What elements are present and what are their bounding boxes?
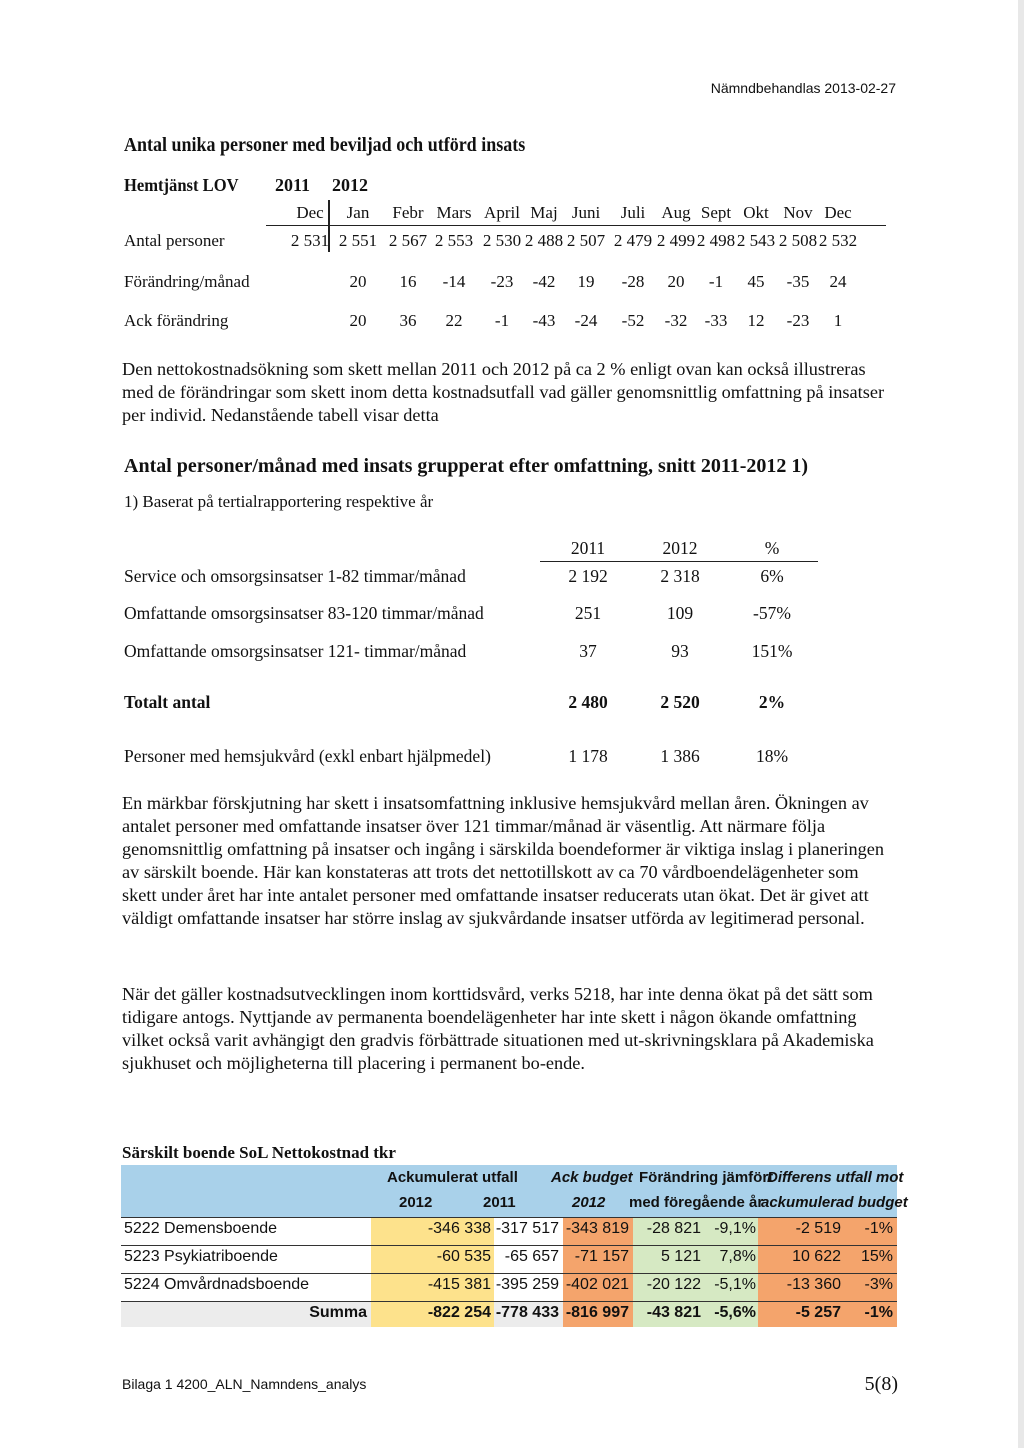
- boende-cell-diff: -5 257: [795, 1304, 841, 1321]
- omf-cell-v2011: 37: [579, 641, 597, 661]
- boende-cell-budget: -816 997: [565, 1304, 629, 1321]
- omf-cell-pct: 151%: [751, 641, 793, 661]
- col-rule: [540, 561, 818, 562]
- omf-cell-pct: 18%: [755, 746, 789, 766]
- boende-row-label: Summa: [309, 1304, 367, 1321]
- month-9: Sept: [700, 203, 732, 222]
- head-year-c: 2012: [572, 1194, 606, 1211]
- year-2012: 2012: [332, 175, 368, 195]
- section2-title: Antal personer/månad med insats grupperat efter omfattning, snitt 2011-2012 1): [124, 455, 809, 477]
- rule-4: [121, 1301, 897, 1302]
- boende-cell-chg: -28 821: [646, 1220, 701, 1237]
- omf-cell-pct: -57%: [753, 603, 791, 623]
- omf-row-label: Omfattande omsorgsinsatser 83-120 timmar/månad: [124, 603, 484, 623]
- omf-cell-v2011: 251: [574, 603, 602, 623]
- col-2011: 2011: [570, 538, 606, 558]
- boende-cell-chgpct: -5,1%: [714, 1276, 756, 1293]
- row-label: Antal personer: [124, 231, 225, 250]
- boende-row-label: 5224 Omvårdnadsboende: [124, 1276, 310, 1293]
- paragraph-2: En märkbar förskjutning har skett i insatsomfattning inklusive hemsjukvård mellan åren. Ökningen av antalet personer med omfattande insatser över 121 timmar/månad är väsentlig. Att närmare följa genomsnittlig omfattning på insatser och ingång i särskilda boendeformer är viktiga inslag i planeringen av särskilt boende. Här kan konstateras att trots det nettotillskott av ca 70 vårdboendelägenheter som skett under året har inte antalet personer med omfattande insatser reducerats utan ökat. Det är givet att väldigt omfattande insatser har större inslag av sjukvårdande insatser utförda av legitimerad personal.: [122, 793, 885, 928]
- omf-cell-v2011: 2 480: [568, 692, 608, 712]
- cell: -28: [621, 272, 645, 291]
- section1-title: Antal unika personer med beviljad och utförd insats: [124, 134, 526, 156]
- col-2012: 2012: [662, 538, 698, 558]
- head-change2: med föregående år: [629, 1194, 764, 1211]
- boende-cell-chgpct: -5,6%: [714, 1304, 756, 1321]
- cell: -35: [786, 272, 810, 291]
- cell: 16: [399, 272, 417, 291]
- cell: -43: [532, 311, 556, 330]
- boende-row-label: 5223 Psykiatriboende: [124, 1248, 278, 1265]
- head-year-b: 2011: [483, 1194, 516, 1211]
- cell: 2 551: [338, 231, 378, 250]
- month-2: Febr: [392, 203, 424, 222]
- header-rule: [266, 225, 886, 226]
- boende-cell-budget: -71 157: [574, 1248, 629, 1265]
- boende-cell-u2012: -346 338: [427, 1220, 491, 1237]
- header-note: Nämndbehandlas 2013-02-27: [710, 80, 896, 96]
- month-1: Jan: [346, 203, 370, 222]
- cell: -24: [574, 311, 598, 330]
- head-diff: Differens utfall mot: [767, 1169, 904, 1186]
- cell: 2 543: [736, 231, 776, 250]
- cell: 20: [667, 272, 685, 291]
- footer-page: 5(8): [864, 1373, 898, 1395]
- cell: 24: [829, 272, 847, 291]
- month-12: Dec: [824, 203, 852, 222]
- cell: 2 498: [696, 231, 736, 250]
- col-pct: %: [764, 538, 780, 558]
- cell: 2 508: [778, 231, 818, 250]
- head-change: Förändring jämfört: [639, 1169, 774, 1186]
- omf-cell-v2012: 93: [671, 641, 689, 661]
- cell: 2 532: [818, 231, 858, 250]
- cell: -23: [490, 272, 514, 291]
- boende-cell-chgpct: -9,1%: [714, 1220, 756, 1237]
- cell: 12: [747, 311, 765, 330]
- omf-row-label: Personer med hemsjukvård (exkl enbart hjälpmedel): [124, 746, 491, 766]
- section3-title: Särskilt boende SoL Nettokostnad tkr: [122, 1143, 396, 1162]
- cell: -14: [442, 272, 466, 291]
- rule-3: [121, 1273, 897, 1274]
- paragraph-1: Den nettokostnadsökning som skett mellan 2011 och 2012 på ca 2 % enligt ovan kan också illustreras med de förändringar som skett inom detta kostnadsutfall vad gäller genomsnittlig omfattning på insatser per individ. Nedanstående tabell visar detta: [122, 359, 885, 425]
- cell: 36: [399, 311, 417, 330]
- omf-cell-v2012: 2 318: [660, 566, 700, 586]
- page-edge: [1018, 0, 1024, 1448]
- omf-cell-pct: 6%: [760, 566, 784, 586]
- omf-cell-v2012: 2 520: [660, 692, 700, 712]
- head-diff2: ackumulerad budget: [761, 1194, 908, 1211]
- boende-cell-budget: -402 021: [565, 1276, 629, 1293]
- boende-cell-u2011: -395 259: [495, 1276, 559, 1293]
- month-6: Juni: [571, 203, 601, 222]
- cell: 45: [747, 272, 765, 291]
- month-4: April: [484, 203, 520, 222]
- cell: 2 507: [566, 231, 606, 250]
- boende-cell-diffpct: 15%: [860, 1248, 893, 1265]
- month-10: Okt: [743, 203, 769, 222]
- month-0: Dec: [296, 203, 324, 222]
- boende-cell-chg: -43 821: [646, 1304, 701, 1321]
- head-ack: Ackumulerat utfall: [387, 1169, 518, 1186]
- omf-cell-pct: 2%: [758, 692, 786, 712]
- cell: -1: [494, 311, 510, 330]
- omf-cell-v2012: 109: [666, 603, 694, 623]
- omf-row-label: Omfattande omsorgsinsatser 121- timmar/månad: [124, 641, 467, 661]
- boende-cell-u2012: -415 381: [427, 1276, 491, 1293]
- rule-2: [121, 1245, 897, 1246]
- omf-row-label: Totalt antal: [124, 692, 211, 712]
- cell: -32: [664, 311, 688, 330]
- month-3: Mars: [436, 203, 472, 222]
- boende-cell-diffpct: -1%: [864, 1304, 893, 1321]
- boende-cell-chgpct: 7,8%: [719, 1248, 756, 1265]
- cell: -23: [786, 311, 810, 330]
- sarskilt-boende-table: [121, 1165, 908, 1327]
- omf-row-label: Service och omsorgsinsatser 1-82 timmar/månad: [124, 566, 466, 586]
- cell: 2 488: [524, 231, 564, 250]
- cell: 22: [445, 311, 463, 330]
- rule-1: [121, 1217, 897, 1218]
- cell: 2 553: [434, 231, 474, 250]
- paragraph-3: När det gäller kostnadsutvecklingen inom korttidsvård, verks 5218, har inte denna ökat på det sätt som tidigare antogs. Nyttjande av permanenta boendelägenheter har inte skett i någon ökande omfattning vilket också varit avhängigt den gradvis förbättrade situationen med ut-skrivningsklara på Akademiska sjukhuset och möjligheterna till placering i permanent bo-ende.: [122, 984, 874, 1073]
- omf-cell-v2011: 1 178: [568, 746, 608, 766]
- cell: -42: [532, 272, 556, 291]
- cell: 20: [349, 311, 367, 330]
- footer-left: Bilaga 1 4200_ALN_Namndens_analys: [122, 1376, 367, 1392]
- cell: 20: [349, 272, 367, 291]
- boende-cell-chg: -20 122: [646, 1276, 701, 1293]
- boende-cell-diff: -13 360: [786, 1276, 841, 1293]
- hemtjanst-label: Hemtjänst LOV: [124, 175, 239, 195]
- head-year-a: 2012: [399, 1194, 433, 1211]
- boende-cell-u2011: -317 517: [495, 1220, 559, 1237]
- cell: -52: [621, 311, 645, 330]
- cell: 2 499: [656, 231, 696, 250]
- month-5: Maj: [530, 203, 558, 222]
- row-label: Förändring/månad: [124, 272, 250, 291]
- month-8: Aug: [661, 203, 691, 222]
- boende-cell-diffpct: -3%: [864, 1276, 893, 1293]
- boende-cell-chg: 5 121: [660, 1248, 701, 1265]
- head-ack-budget: Ack budget: [551, 1169, 633, 1186]
- month-7: Juli: [620, 203, 646, 222]
- section2-footnote: 1) Baserat på tertialrapportering respektive år: [124, 492, 434, 511]
- month-11: Nov: [783, 203, 813, 222]
- cell: 2 479: [613, 231, 653, 250]
- cell: 1: [833, 311, 843, 330]
- boende-cell-diff: -2 519: [795, 1220, 841, 1237]
- boende-cell-u2012: -822 254: [427, 1304, 491, 1321]
- boende-cell-u2012: -60 535: [436, 1248, 491, 1265]
- boende-row-label: 5222 Demensboende: [124, 1220, 278, 1237]
- boende-cell-u2011: -778 433: [495, 1304, 559, 1321]
- omf-cell-v2011: 2 192: [568, 566, 608, 586]
- row-label: Ack förändring: [124, 311, 229, 330]
- cell: -33: [704, 311, 728, 330]
- boende-cell-diff: 10 622: [792, 1248, 841, 1265]
- cell: 2 531: [290, 231, 330, 250]
- cell: 19: [577, 272, 595, 291]
- year-2011: 2011: [275, 175, 311, 195]
- cell: 2 567: [388, 231, 428, 250]
- boende-cell-diffpct: -1%: [864, 1220, 893, 1237]
- cell: 2 530: [482, 231, 522, 250]
- boende-cell-u2011: -65 657: [504, 1248, 559, 1265]
- boende-cell-budget: -343 819: [565, 1220, 629, 1237]
- omf-cell-v2012: 1 386: [660, 746, 700, 766]
- cell: -1: [708, 272, 724, 291]
